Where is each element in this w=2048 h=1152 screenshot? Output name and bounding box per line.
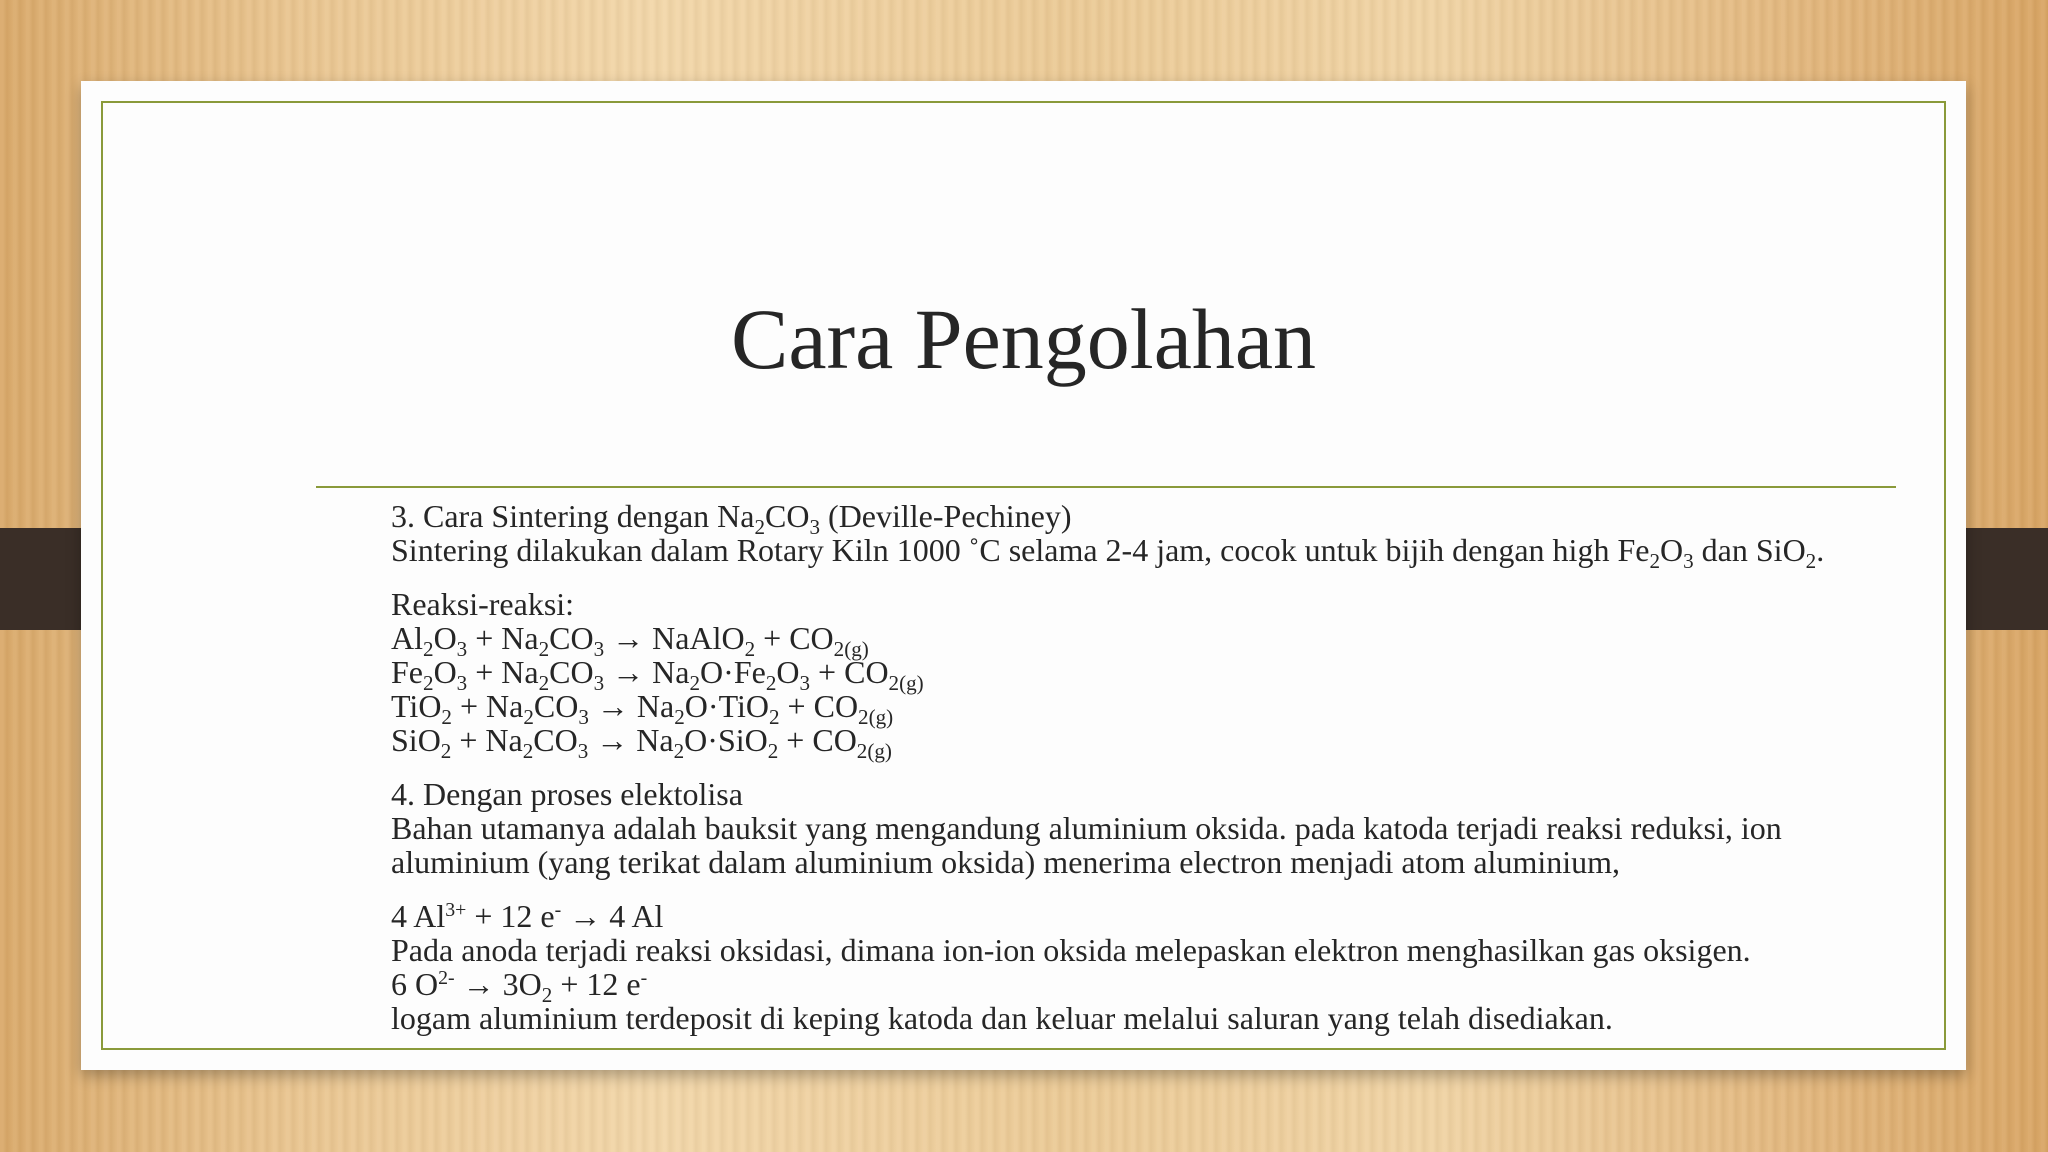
- reaction-line: $Al_2O_3 + Na_2CO_3$ → NaAlO$_2$ + $CO_{2(g)}$: [391, 620, 869, 661]
- final-note: logam aluminium terdeposit di keping katoda dan keluar melalui saluran yang telah disediakan.: [391, 1000, 1613, 1036]
- reactions-label: Reaksi-reaksi:: [391, 586, 575, 622]
- reaction-line: $Fe_2O_3 + Na_2CO_3 \to Na_2O\cdot Fe_2O_3 + CO_{2(g)}$: [391, 654, 924, 695]
- slide-content: [391, 499, 1871, 1035]
- anode-equation: 6 $O^{2-} \to 3O_2 + 12$ e-: [391, 966, 648, 1007]
- slide-title: Cara Pengolahan: [730, 291, 1317, 387]
- slide-card: [81, 81, 1966, 1070]
- cathode-equation: 4 $Al^{3+} + 12$ e- → 4 Al: [391, 898, 664, 934]
- section-4-heading: 4. Dengan proses elektolisa: [391, 776, 743, 812]
- reaction-line: $TiO_2 + Na_2CO_3 \to Na_2O\cdot TiO_2 + CO_{2(g)}$: [391, 688, 894, 729]
- section-3-heading: 3. Cara Sintering dengan $Na_2CO_3$ (Deville-Pechiney): [391, 498, 1072, 539]
- reaction-line: $SiO_2 + Na_2CO_3 \to Na_2O\cdot SiO_2 + CO_{2(g)}$: [391, 722, 892, 763]
- title-underline: [316, 486, 1896, 488]
- anode-description: Pada anoda terjadi reaksi oksidasi, dimana ion-ion oksida melepaskan elektron menghasilkan gas oksigen.: [391, 932, 1751, 968]
- section-4-description: Bahan utamanya adalah bauksit yang mengandung aluminium oksida. pada katoda terjadi reaksi reduksi, ion aluminium (yang terikat dalam aluminium oksida) menerima electron menjadi atom aluminium,: [391, 810, 1782, 880]
- section-3-description: Sintering dilakukan dalam Rotary Kiln 1000 ˚C selama 2-4 jam, cocok untuk bijih dengan high $Fe_2O_3$ dan SiO$_2$.: [391, 532, 1825, 573]
